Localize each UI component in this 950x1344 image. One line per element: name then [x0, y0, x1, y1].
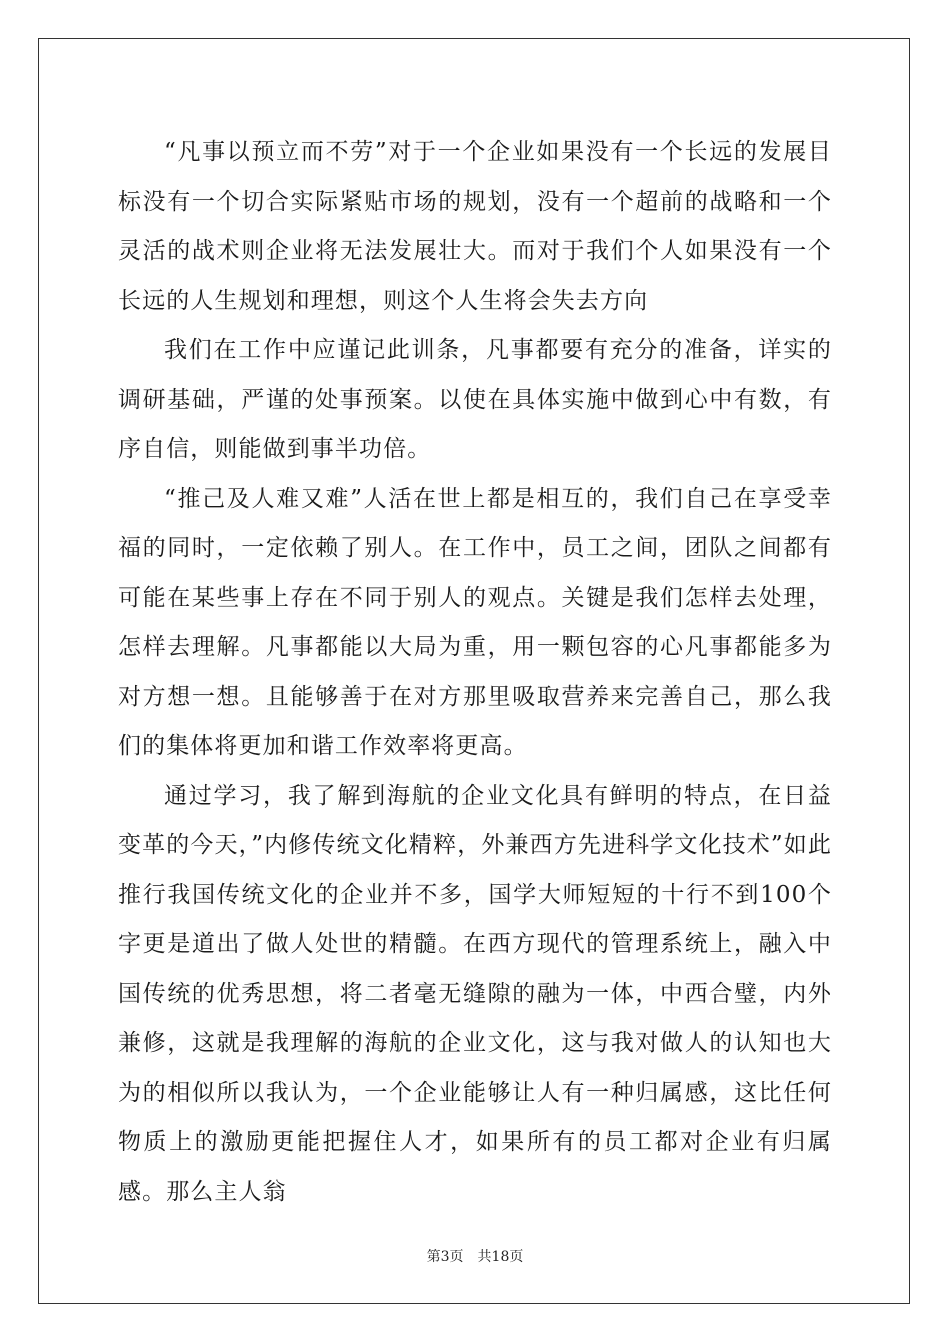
paragraph-4: 通过学习，我了解到海航的企业文化具有鲜明的特点，在日益变革的今天，”内修传统文化精粹，外兼西方先进科学文化技术”如此推行我国传统文化的企业并不多，国学大师短短的十行不到100个字更是道出了做人处世的精髓。在西方现代的管理系统上，融入中国传统的优秀思想，将二者毫无缝隙的融为一体，中西合璧，内外兼修，这就是我理解的海航的企业文化，这与我对做人的认知也大为的相似所以我认为，一个企业能够让人有一种归属感，这比任何物质上的激励更能把握住人才，如果所有的员工都对企业有归属感。那么主人翁 [118, 782, 832, 1205]
paragraph-3: “推己及人难又难”人活在世上都是相互的，我们自己在享受幸福的同时，一定依赖了别人。在工作中，员工之间，团队之间都有可能在某些事上存在不同于别人的观点。关键是我们怎样去处理，怎样去理解。凡事都能以大局为重，用一颗包容的心凡事都能多为对方想一想。且能够善于在对方那里吸取营养来完善自己，那么我们的集体将更加和谐工作效率将更高。 [118, 485, 832, 759]
page-number: 第3页 [426, 1249, 464, 1265]
paragraph-2: 我们在工作中应谨记此训条，凡事都要有充分的准备，详实的调研基础，严谨的处事预案。以使在具体实施中做到心中有数，有序自信，则能做到事半功倍。 [118, 337, 832, 462]
page-total: 共18页 [477, 1249, 524, 1265]
page-footer [0, 1246, 950, 1266]
paragraph-1: “凡事以预立而不劳”对于一个企业如果没有一个长远的发展目标没有一个切合实际紧贴市场的规划，没有一个超前的战略和一个灵活的战术则企业将无法发展壮大。而对于我们个人如果没有一个长远的人生规划和理想，则这个人生将会失去方向 [118, 139, 832, 314]
document-body [118, 128, 832, 1217]
